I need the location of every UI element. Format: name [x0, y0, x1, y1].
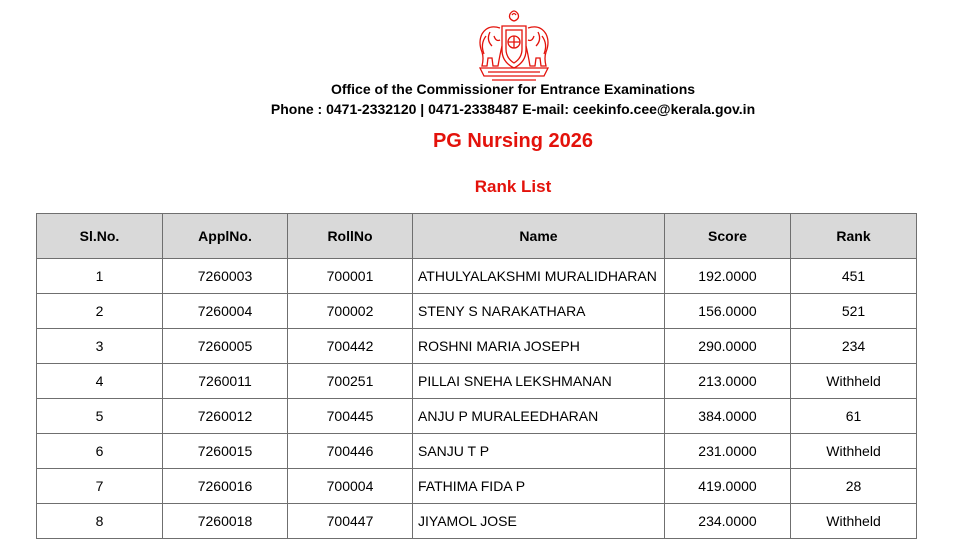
table-row	[37, 504, 917, 539]
cell-applno: 7260003	[163, 259, 288, 294]
cell-rollno: 700002	[288, 294, 413, 329]
table-row	[37, 329, 917, 364]
page-title: PG Nursing 2026	[432, 130, 594, 152]
cell-rank: Withheld	[791, 434, 917, 469]
kerala-emblem-icon	[472, 6, 556, 86]
column-header-rank: Rank	[791, 214, 917, 259]
contact-info: Phone : 0471-2332120 | 0471-2338487 E-mail: ceekinfo.cee@kerala.gov.in	[270, 101, 756, 117]
cell-slno: 3	[37, 329, 163, 364]
cell-rollno: 700445	[288, 399, 413, 434]
cell-rollno: 700004	[288, 469, 413, 504]
cell-slno: 6	[37, 434, 163, 469]
cell-rollno: 700442	[288, 329, 413, 364]
cell-score: 213.0000	[665, 364, 791, 399]
page-subtitle: Rank List	[474, 177, 552, 196]
cell-slno: 1	[37, 259, 163, 294]
column-header-slno: Sl.No.	[37, 214, 163, 259]
cell-name: ANJU P MURALEEDHARAN	[413, 399, 665, 434]
cell-applno: 7260018	[163, 504, 288, 539]
cell-rank: 234	[791, 329, 917, 364]
cell-rollno: 700001	[288, 259, 413, 294]
cell-slno: 7	[37, 469, 163, 504]
cell-rank: 28	[791, 469, 917, 504]
cell-name: SANJU T P	[413, 434, 665, 469]
cell-slno: 4	[37, 364, 163, 399]
cell-rank: Withheld	[791, 364, 917, 399]
cell-name: FATHIMA FIDA P	[413, 469, 665, 504]
cell-applno: 7260012	[163, 399, 288, 434]
cell-rank: 451	[791, 259, 917, 294]
cell-score: 231.0000	[665, 434, 791, 469]
table-header-row	[37, 214, 917, 259]
cell-rollno: 700446	[288, 434, 413, 469]
cell-score: 156.0000	[665, 294, 791, 329]
cell-rank: Withheld	[791, 504, 917, 539]
table-row	[37, 294, 917, 329]
cell-score: 419.0000	[665, 469, 791, 504]
cell-applno: 7260016	[163, 469, 288, 504]
cell-applno: 7260015	[163, 434, 288, 469]
cell-name: ATHULYALAKSHMI MURALIDHARAN	[413, 259, 665, 294]
rank-list-table	[36, 213, 917, 539]
table-row	[37, 364, 917, 399]
cell-score: 384.0000	[665, 399, 791, 434]
cell-slno: 5	[37, 399, 163, 434]
office-name: Office of the Commissioner for Entrance Examinations	[330, 81, 696, 97]
cell-name: ROSHNI MARIA JOSEPH	[413, 329, 665, 364]
cell-applno: 7260004	[163, 294, 288, 329]
column-header-applno: ApplNo.	[163, 214, 288, 259]
cell-rollno: 700251	[288, 364, 413, 399]
cell-name: PILLAI SNEHA LEKSHMANAN	[413, 364, 665, 399]
column-header-score: Score	[665, 214, 791, 259]
cell-applno: 7260005	[163, 329, 288, 364]
table-row	[37, 434, 917, 469]
table-row	[37, 469, 917, 504]
cell-rank: 521	[791, 294, 917, 329]
cell-name: STENY S NARAKATHARA	[413, 294, 665, 329]
cell-slno: 8	[37, 504, 163, 539]
cell-applno: 7260011	[163, 364, 288, 399]
table-row	[37, 259, 917, 294]
cell-rollno: 700447	[288, 504, 413, 539]
cell-score: 234.0000	[665, 504, 791, 539]
cell-slno: 2	[37, 294, 163, 329]
cell-name: JIYAMOL JOSE	[413, 504, 665, 539]
cell-score: 192.0000	[665, 259, 791, 294]
column-header-rollno: RollNo	[288, 214, 413, 259]
column-header-name: Name	[413, 214, 665, 259]
cell-score: 290.0000	[665, 329, 791, 364]
table-row	[37, 399, 917, 434]
cell-rank: 61	[791, 399, 917, 434]
